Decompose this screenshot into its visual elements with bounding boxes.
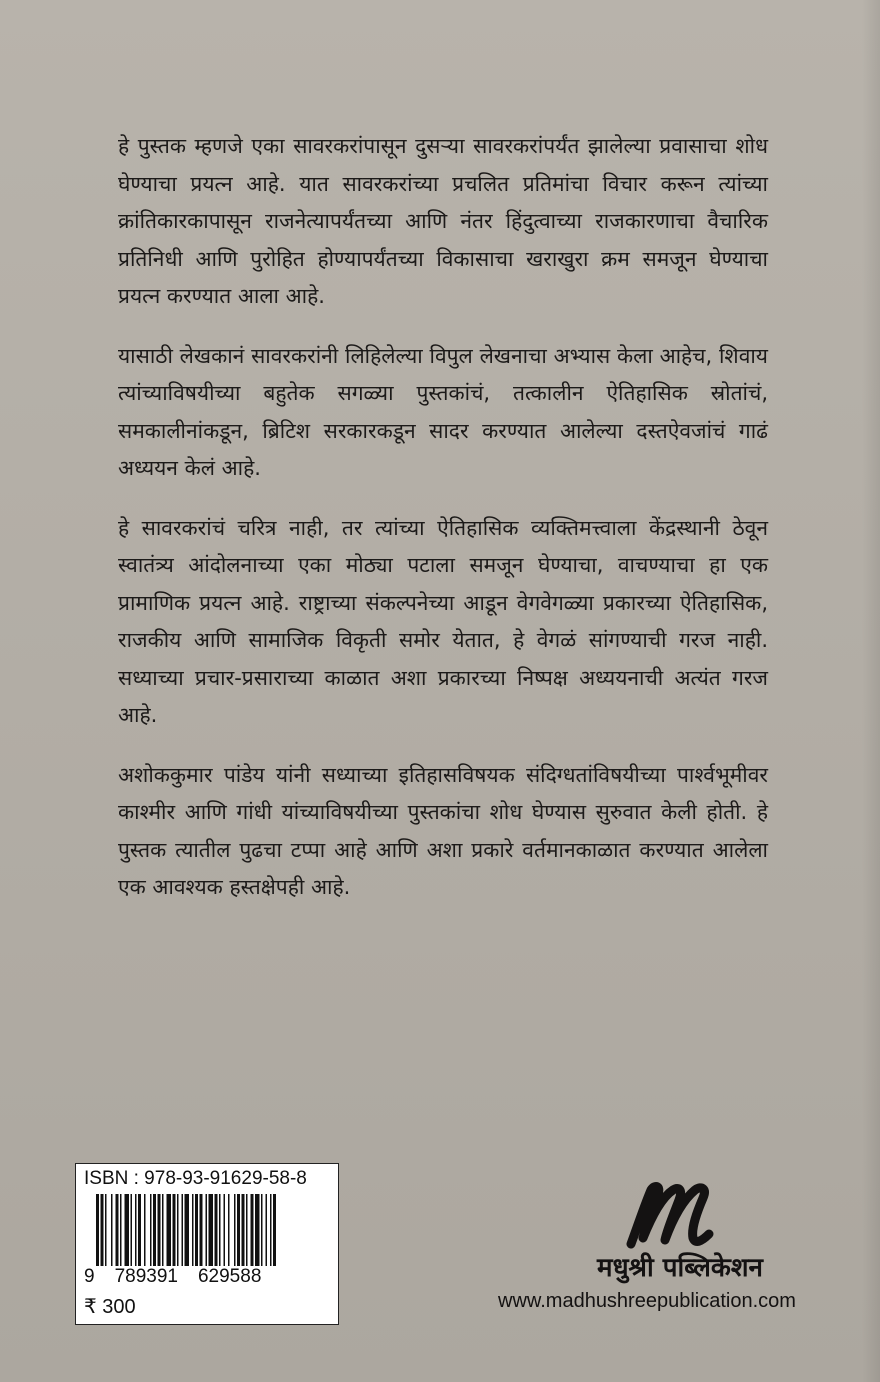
barcode-digits [84,1266,334,1288]
blurb-paragraph-3: हे सावरकरांचं चरित्र नाही, तर त्यांच्या ऐतिहासिक व्यक्तिमत्त्वाला केंद्रस्थानी ठेवून स्वातंत्र्य आंदोलनाच्या एका मोठ्या पटाला समजून घेण्याचा, वाचण्याचा हा एक प्रामाणिक प्रयत्न आहे. राष्ट्राच्या संकल्पनेच्या आडून वेगवेगळ्या प्रकारच्या ऐतिहासिक, राजकीय आणि सामाजिक विकृती समोर येतात, हे वेगळं सांगण्याची गरज नाही. सध्याच्या प्रचार-प्रसाराच्या काळात अशा प्रकारच्या निष्पक्ष अध्ययनाची अत्यंत गरज आहे. [118,515,768,727]
isbn-number: ISBN : 978-93-91629-58-8 [84,1168,307,1189]
blurb-paragraph-2: यासाठी लेखकानं सावरकरांनी लिहिलेल्या विपुल लेखनाचा अभ्यास केला आहेच, शिवाय त्यांच्याविषयीच्या बहुतेक सगळ्या पुस्तकांचं, तत्कालीन ऐतिहासिक स्रोतांचं, समकालीनांकडून, ब्रिटिश सरकारकडून सादर करण्यात आलेल्या दस्तऐवजांचं गाढं अध्ययन केलं आहे. [118,343,768,480]
blurb-text [118,128,768,929]
price: ₹ 300 [84,1296,136,1318]
barcode-digit-lead: 9 [84,1266,95,1287]
m-monogram-logo [625,1178,715,1250]
barcode-digits-left: 789391 [114,1266,178,1287]
blurb-paragraph-4: अशोककुमार पांडेय यांनी सध्याच्या इतिहासविषयक संदिग्धतांविषयीच्या पार्श्वभूमीवर काश्मीर आणि गांधी यांच्याविषयीच्या पुस्तकांचा शोध घेण्यास सुरुवात केली होती. हे पुस्तक त्यातील पुढचा टप्पा आहे आणि अशा प्रकारे वर्तमानकाळात करण्यात आलेला एक आवश्यक हस्तक्षेपही आहे. [118,762,768,899]
barcode-digits-right: 629588 [197,1266,262,1287]
barcode-label [75,1163,339,1325]
blurb-paragraph-1: हे पुस्तक म्हणजे एका सावरकरांपासून दुसऱ्या सावरकरांपर्यंत झालेल्या प्रवासाचा शोध घेण्याचा प्रयत्न आहे. यात सावरकरांच्या प्रचलित प्रतिमांचा विचार करून त्यांच्या क्रांतिकारकापासून राजनेत्यापर्यंतच्या आणि नंतर हिंदुत्वाच्या राजकारणाचा वैचारिक प्रतिनिधी आणि पुरोहित होण्यापर्यंतच्या विकासाचा खराखुरा क्रम समजून घेण्याचा प्रयत्न करण्यात आला आहे. [118,134,768,308]
cover-edge-shadow [862,0,880,1382]
publisher-website: www.madhushreepublication.com [498,1290,796,1312]
publisher-name: मधुश्री पब्लिकेशन [597,1253,763,1283]
barcode-bars [96,1194,326,1266]
